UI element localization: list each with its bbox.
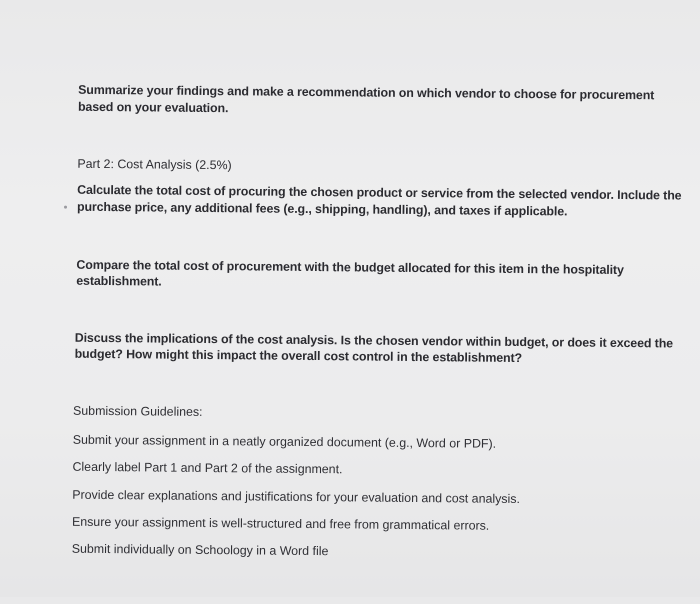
calculate-line-2: purchase price, any additional fees (e.g., shipping, handling), and taxes if applicable. — [76, 199, 568, 219]
discuss-line-1: Discuss the implications of the cost analysis. Is the chosen vendor within budget, or does it exceed the — [74, 330, 674, 351]
part2-heading: Part 2: Cost Analysis (2.5%) — [77, 156, 232, 173]
compare-line-1: Compare the total cost of procurement with the budget allocated for this item in the hospitality — [76, 257, 624, 277]
guidelines-heading: Submission Guidelines: — [72, 403, 203, 419]
discuss-line-2: budget? How might this impact the overall cost control in the establishment? — [74, 346, 523, 366]
guideline-item: Provide clear explanations and justifications for your evaluation and cost analysis. — [72, 487, 521, 507]
summary-line-2: based on your evaluation. — [77, 99, 229, 116]
summary-line-1: Summarize your findings and make a recommendation on which vendor to choose for procurement — [78, 82, 655, 103]
calculate-line-1: Calculate the total cost of procuring the chosen product or service from the selected vendor. Include the — [77, 182, 682, 203]
compare-line-2: establishment. — [76, 273, 162, 289]
guideline-item: Submit individually on Schoology in a Word file — [71, 541, 329, 559]
guideline-item: Ensure your assignment is well-structured and free from grammatical errors. — [71, 514, 490, 533]
guideline-item: Submit your assignment in a neatly organized document (e.g., Word or PDF). — [72, 432, 497, 451]
guideline-item: Clearly label Part 1 and Part 2 of the assignment. — [72, 459, 343, 477]
bullet-dot-icon — [64, 206, 67, 209]
